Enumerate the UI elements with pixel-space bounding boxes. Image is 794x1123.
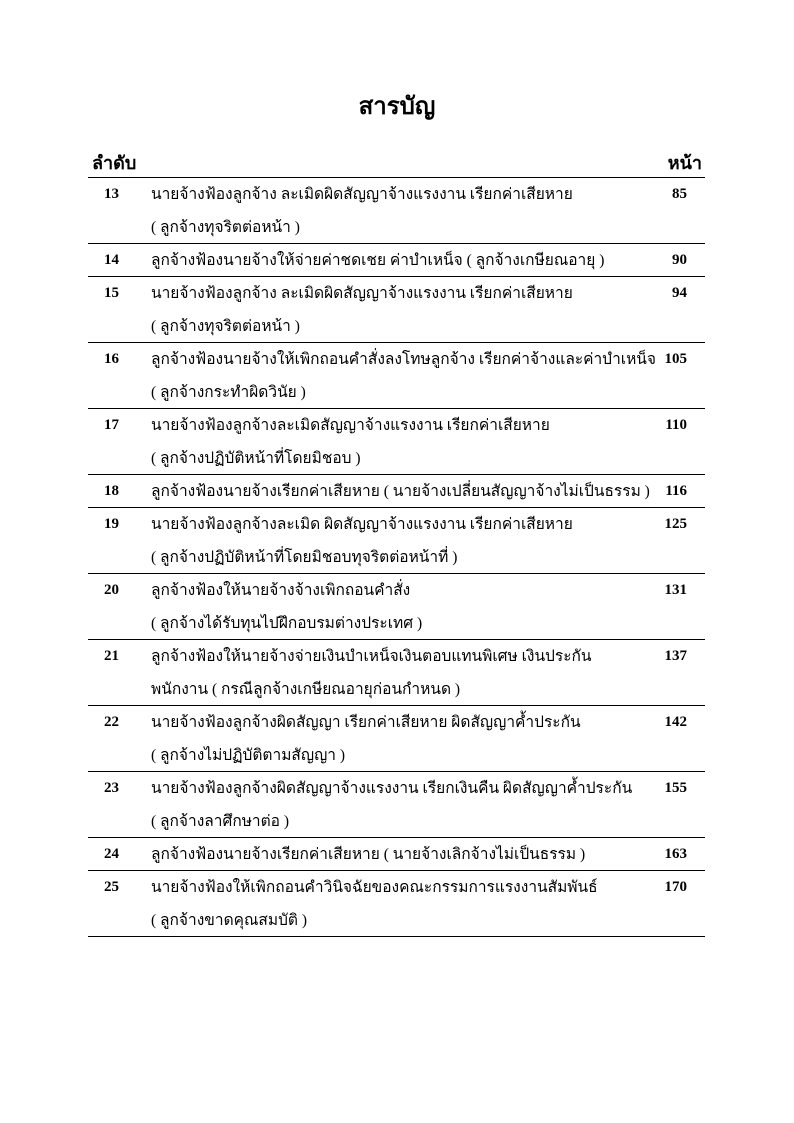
- entry-subtitle: ( ลูกจ้างทุจริตต่อหน้า ): [151, 318, 300, 335]
- toc-entry[interactable]: [88, 475, 705, 508]
- toc-entry[interactable]: [88, 640, 705, 706]
- entry-page: 125: [664, 516, 687, 532]
- page-column-header: หน้า: [667, 153, 702, 173]
- entry-title: ลูกจ้างฟ้องนายจ้างให้จ่ายค่าชดเชย ค่าบำเหน็จ ( ลูกจ้างเกษียณอายุ ): [151, 252, 605, 269]
- entry-subtitle: ( ลูกจ้างปฏิบัติหน้าที่โดยมิชอบ ): [151, 450, 361, 467]
- entry-subtitle: ( ลูกจ้างปฏิบัติหน้าที่โดยมิชอบทุจริตต่อหน้าที่ ): [151, 549, 458, 566]
- entry-page: 131: [664, 582, 687, 598]
- toc-entry[interactable]: [88, 244, 705, 277]
- entry-title: ลูกจ้างฟ้องให้นายจ้างจ้างเพิกถอนคำสั่ง: [151, 582, 411, 599]
- toc-entry[interactable]: [88, 343, 705, 409]
- entry-subtitle: ( ลูกจ้างลาศึกษาต่อ ): [151, 813, 290, 830]
- toc-entry[interactable]: [88, 277, 705, 343]
- entry-subtitle: ( ลูกจ้างกระทำผิดวินัย ): [151, 384, 306, 401]
- entry-page: 170: [664, 879, 687, 895]
- entry-number: 15: [104, 285, 119, 301]
- entry-subtitle: ( ลูกจ้างทุจริตต่อหน้า ): [151, 219, 300, 236]
- entry-number: 13: [104, 186, 119, 202]
- toc-entry[interactable]: [88, 409, 705, 475]
- entry-title: นายจ้างฟ้องให้เพิกถอนคำวินิจฉัยของคณะกรรมการแรงงานสัมพันธ์: [151, 879, 598, 896]
- entry-title: ลูกจ้างฟ้องให้นายจ้างจ่ายเงินบำเหน็จเงินตอบแทนพิเศษ เงินประกัน: [151, 648, 592, 665]
- toc-entry[interactable]: [88, 838, 705, 871]
- entry-subtitle: พนักงาน ( กรณีลูกจ้างเกษียณอายุก่อนกำหนด ): [151, 681, 461, 698]
- entry-page: 137: [664, 648, 687, 664]
- entry-page: 110: [665, 417, 687, 433]
- entry-page: 116: [665, 483, 687, 499]
- toc-entry[interactable]: [88, 706, 705, 772]
- entry-number: 14: [104, 252, 119, 268]
- entry-title: ลูกจ้างฟ้องนายจ้างให้เพิกถอนคำสั่งลงโทษลูกจ้าง เรียกค่าจ้างและค่าบำเหน็จ: [151, 351, 656, 368]
- entry-page: 142: [664, 714, 687, 730]
- entry-number: 24: [104, 846, 119, 862]
- entry-title: นายจ้างฟ้องลูกจ้างละเมิด ผิดสัญญาจ้างแรงงาน เรียกค่าเสียหาย: [151, 516, 573, 533]
- table-of-contents: [88, 177, 705, 937]
- entry-page: 94: [672, 285, 687, 301]
- entry-number: 23: [104, 780, 119, 796]
- entry-title: นายจ้างฟ้องลูกจ้างผิดสัญญาจ้างแรงงาน เรียกเงินคืน ผิดสัญญาค้ำประกัน: [151, 780, 633, 797]
- entry-subtitle: ( ลูกจ้างได้รับทุนไปฝึกอบรมต่างประเทศ ): [151, 615, 423, 632]
- toc-entry[interactable]: [88, 574, 705, 640]
- entry-number: 18: [104, 483, 119, 499]
- entry-title: นายจ้างฟ้องลูกจ้าง ละเมิดผิดสัญญาจ้างแรงงาน เรียกค่าเสียหาย: [151, 285, 573, 302]
- entry-number: 25: [104, 879, 119, 895]
- entry-number: 21: [104, 648, 119, 664]
- entry-number: 19: [104, 516, 119, 532]
- entry-number: 20: [104, 582, 119, 598]
- entry-page: 155: [664, 780, 687, 796]
- page-title: สารบัญ: [358, 94, 436, 120]
- toc-entry[interactable]: [88, 508, 705, 574]
- entry-page: 90: [672, 252, 687, 268]
- entry-subtitle: ( ลูกจ้างไม่ปฏิบัติตามสัญญา ): [151, 747, 346, 764]
- entry-subtitle: ( ลูกจ้างขาดคุณสมบัติ ): [151, 912, 308, 929]
- entry-page: 85: [672, 186, 687, 202]
- entry-number: 16: [104, 351, 119, 367]
- entry-title: นายจ้างฟ้องลูกจ้างละเมิดสัญญาจ้างแรงงาน เรียกค่าเสียหาย: [151, 417, 550, 434]
- entry-title: ลูกจ้างฟ้องนายจ้างเรียกค่าเสียหาย ( นายจ้างเปลี่ยนสัญญาจ้างไม่เป็นธรรม ): [151, 483, 650, 500]
- entry-number: 17: [104, 417, 119, 433]
- entry-title: นายจ้างฟ้องลูกจ้าง ละเมิดผิดสัญญาจ้างแรงงาน เรียกค่าเสียหาย: [151, 186, 573, 203]
- order-column-header: ลำดับ: [92, 153, 137, 173]
- entry-number: 22: [104, 714, 119, 730]
- entry-title: นายจ้างฟ้องลูกจ้างผิดสัญญา เรียกค่าเสียหาย ผิดสัญญาค้ำประกัน: [151, 714, 581, 731]
- toc-entry[interactable]: [88, 178, 705, 244]
- toc-entry[interactable]: [88, 772, 705, 838]
- entry-title: ลูกจ้างฟ้องนายจ้างเรียกค่าเสียหาย ( นายจ้างเลิกจ้างไม่เป็นธรรม ): [151, 846, 586, 863]
- toc-entry[interactable]: [88, 871, 705, 937]
- entry-page: 163: [664, 846, 687, 862]
- entry-page: 105: [664, 351, 687, 367]
